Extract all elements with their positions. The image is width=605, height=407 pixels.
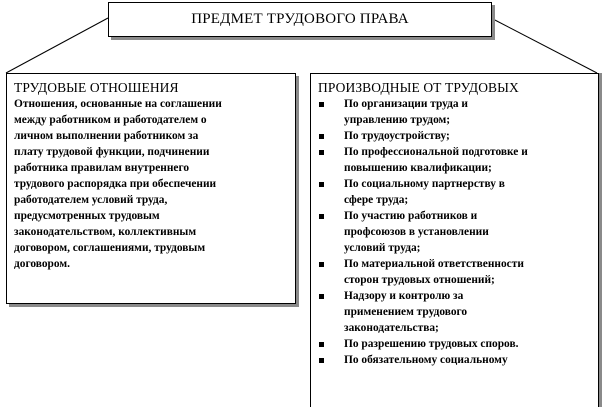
item-line: По участию работников и: [344, 210, 478, 222]
list-item: [317, 96, 597, 128]
labor-relations-description: [14, 96, 294, 272]
list-item: [317, 208, 597, 256]
connector-right: [491, 18, 597, 73]
description-line: работодателем условий труда,: [14, 194, 168, 206]
item-line: управлению трудом;: [344, 114, 451, 126]
square-bullet-icon: [319, 134, 324, 139]
item-line: По трудоустройству;: [344, 130, 450, 142]
description-line: плату трудовой функции, подчинении: [14, 146, 210, 158]
connector-left: [6, 18, 108, 73]
item-line: По материальной ответственности: [344, 258, 524, 270]
item-line: профсоюзов в установлении: [344, 226, 489, 238]
list-item: [317, 336, 597, 352]
square-bullet-icon: [319, 342, 324, 347]
list-item: [317, 352, 597, 368]
item-line: По социальному партнерству в: [344, 178, 505, 190]
list-item: [317, 128, 597, 144]
derived-relations-list: [317, 96, 597, 368]
square-bullet-icon: [319, 102, 324, 107]
description-line: законодательством, коллективным: [14, 226, 197, 238]
labor-relations-box: [6, 73, 296, 304]
item-line: применением трудового: [344, 306, 468, 318]
derived-relations-heading: ПРОИЗВОДНЫЕ ОТ ТРУДОВЫХ: [318, 80, 519, 95]
list-item: [317, 288, 597, 336]
list-item: [317, 256, 597, 288]
item-line: сфере труда;: [344, 194, 409, 206]
description-line: работника правилам внутреннего: [14, 162, 190, 174]
square-bullet-icon: [319, 150, 324, 155]
description-line: договором.: [14, 258, 70, 270]
item-line: По обязательному социальному: [344, 354, 508, 366]
item-line: По организации труда и: [344, 98, 469, 110]
item-line: повышению квалификации;: [344, 162, 492, 174]
description-line: Отношения, основанные на соглашении: [14, 98, 222, 110]
diagram-title: ПРЕДМЕТ ТРУДОВОГО ПРАВА: [191, 11, 409, 27]
description-line: договором, соглашениями, трудовым: [14, 242, 206, 254]
description-line: между работником и работодателем о: [14, 114, 207, 126]
item-line: законодательства;: [344, 322, 439, 334]
item-line: сторон трудовых отношений;: [344, 274, 495, 286]
derived-relations-box: [310, 73, 599, 407]
square-bullet-icon: [319, 294, 324, 299]
description-line: трудового распорядка при обеспечении: [14, 178, 217, 190]
square-bullet-icon: [319, 358, 324, 363]
labor-relations-heading: ТРУДОВЫЕ ОТНОШЕНИЯ: [14, 80, 179, 95]
square-bullet-icon: [319, 262, 324, 267]
description-line: предусмотренных трудовым: [14, 210, 160, 222]
list-item: [317, 176, 597, 208]
title-box: [108, 2, 492, 37]
item-line: По разрешению трудовых споров.: [344, 338, 519, 350]
item-line: По профессиональной подготовке и: [344, 146, 528, 158]
description-line: личном выполнении работником за: [14, 130, 199, 142]
item-line: Надзору и контролю за: [344, 290, 464, 302]
square-bullet-icon: [319, 182, 324, 187]
item-line: условий труда;: [344, 242, 421, 254]
square-bullet-icon: [319, 214, 324, 219]
list-item: [317, 144, 597, 176]
